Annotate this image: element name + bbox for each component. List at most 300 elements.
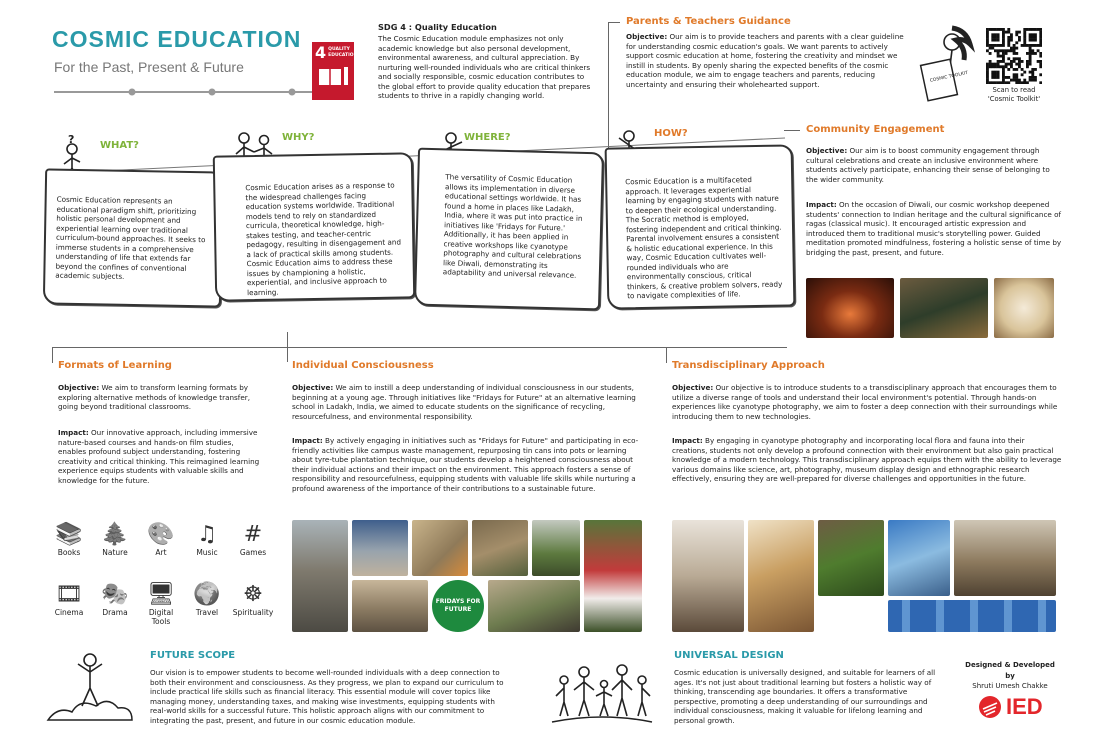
photo-students-garden: [472, 520, 528, 576]
qr-module: [986, 31, 989, 34]
people-group-illustration: [548, 650, 656, 730]
qr-module: [1031, 44, 1034, 47]
qr-module: [1013, 73, 1016, 76]
qr-module: [986, 68, 989, 71]
qr-module: [997, 52, 1000, 55]
formats-objective: [58, 383, 258, 412]
qr-module: [1018, 81, 1021, 84]
qr-module: [1018, 39, 1021, 42]
qr-module: [1034, 52, 1037, 55]
future-heading: FUTURE SCOPE: [150, 650, 236, 661]
qr-module: [1039, 41, 1042, 44]
qr-module: [997, 39, 1000, 42]
qr-module: [1007, 31, 1010, 34]
format-item-books: [48, 522, 90, 557]
qr-module: [1029, 76, 1032, 79]
qr-module: [1005, 76, 1008, 79]
qr-module: [1029, 55, 1032, 58]
future-body: Our vision is to empower students to become well-rounded individuals with a deep connection to both their environment and consciousness. As they progress, we plan to expand our curriculum to include practical life skills such as financial literacy. This essential module will cover topics like managing money, understanding taxes, and making wise investments, equipping students with real-world skills for a successful future. This holistic approach aligns with our commitment to integrating the past, present, and future in our cosmic education module.: [150, 668, 504, 725]
qr-module: [1031, 68, 1034, 71]
qr-module: [1039, 63, 1042, 66]
qr-module: [991, 81, 994, 84]
games-grid-icon: #: [243, 522, 263, 547]
qr-module: [1039, 44, 1042, 47]
qr-module: [1039, 39, 1042, 42]
qr-module: [1007, 63, 1010, 66]
qr-module: [1023, 31, 1026, 34]
format-item-label: Travel: [195, 608, 219, 617]
travel-globe-icon: 🌍: [193, 582, 221, 607]
qr-module: [994, 49, 997, 52]
qr-module: [1039, 31, 1042, 34]
qr-module: [986, 73, 989, 76]
qr-module: [1037, 28, 1040, 31]
drama-masks-icon: 🎭: [101, 582, 129, 607]
qr-module: [1010, 33, 1013, 36]
qr-module: [991, 36, 994, 39]
qr-module: [999, 28, 1002, 31]
qr-module: [1029, 33, 1032, 36]
qr-module: [989, 81, 992, 84]
qr-module: [1015, 81, 1018, 84]
qr-module: [1037, 44, 1040, 47]
qr-module: [1021, 68, 1024, 71]
qr-module: [1005, 81, 1008, 84]
where-heading: WHERE?: [464, 132, 511, 143]
individual-heading: Individual Consciousness: [292, 360, 434, 371]
credit-line1: Designed & Developed by: [965, 661, 1055, 680]
qr-module: [1002, 57, 1005, 60]
sdg-badge: [312, 42, 358, 100]
trans-objective-label: Objective:: [672, 383, 714, 392]
format-item-games: [232, 522, 274, 557]
qr-module: [1034, 36, 1037, 39]
qr-module: [986, 49, 989, 52]
qr-module: [1018, 60, 1021, 63]
why-heading: WHY?: [282, 132, 315, 143]
trans-heading: Transdisciplinary Approach: [672, 360, 825, 371]
qr-module: [1039, 73, 1042, 76]
qr-module: [1013, 79, 1016, 82]
qr-module: [1039, 81, 1042, 84]
qr-module: [1031, 71, 1034, 74]
ied-logo-mark-icon: [978, 695, 1002, 719]
qr-module: [991, 28, 994, 31]
universal-heading: UNIVERSAL DESIGN: [674, 650, 784, 661]
qr-module: [986, 41, 989, 44]
qr-module: [1002, 41, 1005, 44]
qr-module: [1013, 47, 1016, 50]
photo-students-floor: [900, 278, 988, 338]
qr-module: [1002, 76, 1005, 79]
qr-module: [991, 65, 994, 68]
qr-module: [1007, 68, 1010, 71]
qr-module: [1029, 47, 1032, 50]
individual-objective: [292, 383, 642, 421]
individual-objective-label: Objective:: [292, 383, 334, 392]
sdg-body: The Cosmic Education module emphasizes not only academic knowledge but also personal development, environmental awareness, and cultural appreciation. By nurturing well-rounded individuals who are critical thinkers and socially responsible, cosmic education contributes to the global effort to provide quality education that prepares students to thrive in a rapidly changing world.: [378, 34, 591, 100]
photo-cyanotype-prep: [748, 520, 814, 632]
community-objective-label: Objective:: [806, 146, 848, 155]
trans-impact-text: By engaging in cyanotype photography and incorporating local flora and fauna into their creations, students not only develop a profound connection with their environment but also gain practical knowledge of a modern technology. This transdisciplinary approach equips them with the ability to leverage various domains like science, art, photography, museum display design and ethnographic research effectively, ensuring they are well-prepared for diverse challenges and opportunities in the future.: [672, 436, 1062, 483]
qr-caption: [976, 86, 1052, 104]
section-divider: [52, 347, 787, 348]
qr-module: [1031, 79, 1034, 82]
qr-module: [986, 36, 989, 39]
qr-module: [997, 44, 1000, 47]
format-item-spirituality: [232, 582, 274, 617]
svg-text:?: ?: [68, 133, 75, 146]
how-body: Cosmic Education is a multifaceted approach. It leverages experiential learning by engaging students with nature to deepen their ecological understanding. The Socratic method is employed, fostering independent and critical thinking. Parental involvement ensures a consistent & holistic educational experience. In this way, Cosmic Education cultivates well-rounded individuals who are environmentally conscious, critical thinkers, & creative problem solvers, ready to navigate complexities of life.: [625, 175, 783, 301]
qr-module: [994, 81, 997, 84]
format-item-digital-tools: [140, 582, 182, 626]
qr-module: [1018, 65, 1021, 68]
qr-module: [994, 65, 997, 68]
qr-module: [1023, 36, 1026, 39]
qr-module: [989, 65, 992, 68]
qr-module: [986, 76, 989, 79]
qr-module: [986, 33, 989, 36]
qr-module: [1029, 60, 1032, 63]
qr-module: [1018, 57, 1021, 60]
formats-heading: Formats of Learning: [58, 360, 172, 371]
format-item-cinema: [48, 582, 90, 617]
qr-module: [997, 71, 1000, 74]
qr-module: [986, 28, 989, 31]
format-item-drama: [94, 582, 136, 617]
qr-module: [1010, 36, 1013, 39]
qr-module: [1013, 76, 1016, 79]
page-subtitle: For the Past, Present & Future: [54, 59, 244, 75]
qr-module: [991, 33, 994, 36]
qr-module: [989, 28, 992, 31]
connector-line: [52, 347, 53, 363]
qr-module: [1034, 44, 1037, 47]
qr-module: [1026, 63, 1029, 66]
qr-module: [1010, 47, 1013, 50]
qr-module: [986, 65, 989, 68]
format-item-label: Games: [239, 548, 267, 557]
qr-module: [999, 49, 1002, 52]
qr-module: [997, 65, 1000, 68]
fridays-logo-bottom: FUTURE: [444, 606, 472, 613]
qr-module: [999, 55, 1002, 58]
photo-cyanotype-trays: [888, 520, 950, 596]
qr-module: [986, 44, 989, 47]
qr-module: [1002, 73, 1005, 76]
qr-module: [1037, 49, 1040, 52]
qr-module: [1039, 65, 1042, 68]
where-note: [414, 148, 604, 311]
qr-module: [994, 63, 997, 66]
sdg-badge-line2: EDUCATION: [328, 52, 358, 58]
qr-module: [997, 36, 1000, 39]
qr-module: [1021, 60, 1024, 63]
qr-module: [986, 39, 989, 42]
format-item-label: Nature: [102, 548, 128, 557]
photo-cyanotype-prints: [888, 600, 1056, 632]
qr-module: [1018, 63, 1021, 66]
qr-module: [1021, 81, 1024, 84]
qr-module: [1010, 65, 1013, 68]
qr-module: [1013, 52, 1016, 55]
community-objective-text: Our aim is to boost community engagement through cultural celebrations and create an inclusive environment where students actively participate, enhancing their sense of belonging to the wider community.: [806, 146, 1050, 184]
qr-module: [989, 63, 992, 66]
qr-module: [1039, 33, 1042, 36]
qr-module: [994, 76, 997, 79]
qr-module: [994, 33, 997, 36]
qr-module: [1023, 33, 1026, 36]
qr-module: [1013, 49, 1016, 52]
qr-module: [999, 65, 1002, 68]
connector-line: [784, 130, 800, 131]
what-body: Cosmic Education represents an educational paradigm shift, prioritizing holistic personal development and experiential learning over traditional curriculum-bound approaches. It seeks to immerse students in a comprehensive understanding of life that extends far beyond the confines of conventional academic subjects.: [55, 194, 206, 281]
community-impact-label: Impact:: [806, 200, 837, 209]
qr-module: [997, 63, 1000, 66]
qr-module: [1015, 33, 1018, 36]
qr-module: [1029, 39, 1032, 42]
credit-line2: Shruti Umesh Chakke: [972, 682, 1048, 690]
figure-on-cloud-illustration: [44, 646, 136, 732]
qr-module: [1002, 44, 1005, 47]
qr-module: [991, 73, 994, 76]
qr-module: [1010, 60, 1013, 63]
photo-plant-pot: [532, 520, 580, 576]
qr-module: [1023, 71, 1026, 74]
music-icon: ♫: [197, 522, 217, 547]
reading-figure-illustration: [912, 22, 982, 106]
format-item-nature: [94, 522, 136, 557]
qr-module: [1002, 81, 1005, 84]
qr-module: [1002, 65, 1005, 68]
qr-module: [1007, 36, 1010, 39]
why-note: [213, 152, 416, 301]
ied-logo: [978, 694, 1043, 720]
format-item-label: Digital Tools: [148, 608, 174, 626]
qr-module: [1031, 39, 1034, 42]
qr-module: [997, 81, 1000, 84]
how-heading: HOW?: [654, 128, 688, 139]
format-item-label: Drama: [102, 608, 128, 617]
qr-module: [994, 44, 997, 47]
sdg-section: [378, 22, 593, 101]
photo-tyre-plant: [488, 580, 580, 632]
qr-module: [989, 52, 992, 55]
book-pencil-icon: [315, 65, 351, 89]
qr-module: [1026, 44, 1029, 47]
format-item-art: [140, 522, 182, 557]
books-icon: 📚: [55, 522, 83, 547]
photo-recycling-yard: [352, 580, 428, 632]
qr-module: [997, 76, 1000, 79]
qr-module: [1007, 39, 1010, 42]
qr-module: [1005, 49, 1008, 52]
qr-module: [997, 33, 1000, 36]
connector-line: [608, 22, 620, 23]
qr-module: [999, 44, 1002, 47]
format-item-label: Cinema: [54, 608, 84, 617]
qr-module: [1029, 52, 1032, 55]
photo-red-flowers: [584, 520, 642, 632]
qr-module: [1002, 28, 1005, 31]
qr-module: [1023, 81, 1026, 84]
sdg-badge-line1: QUALITY: [328, 47, 350, 52]
qr-module: [1023, 79, 1026, 82]
qr-module: [1039, 55, 1042, 58]
ied-logo-text: IED: [1006, 694, 1043, 719]
qr-module: [1026, 60, 1029, 63]
qr-module: [1031, 52, 1034, 55]
qr-module: [1039, 28, 1042, 31]
fridays-for-future-logo: [432, 580, 484, 632]
qr-module: [1026, 52, 1029, 55]
qr-module: [1005, 52, 1008, 55]
qr-module: [1015, 57, 1018, 60]
qr-module: [1021, 73, 1024, 76]
qr-module: [1031, 36, 1034, 39]
qr-module: [1026, 28, 1029, 31]
qr-module: [994, 28, 997, 31]
qr-module: [1002, 31, 1005, 34]
timeline-arrow: [52, 86, 352, 98]
qr-module: [997, 55, 1000, 58]
qr-module: [1031, 73, 1034, 76]
qr-module: [997, 49, 1000, 52]
parents-objective-text: Our aim is to provide teachers and parents with a clear guideline for understanding cosmic education's goals. We want parents to actively support cosmic education at home, fostering the creativity and mindset we instill in students. By openly sharing the expected benefits of the cosmic education module, we aim to engage teachers and parents, reducing uncertainty and ensuring their wholehearted support.: [626, 32, 904, 89]
qr-module: [999, 60, 1002, 63]
format-item-label: Art: [155, 548, 167, 557]
qr-module: [1029, 79, 1032, 82]
fridays-logo-top: FRIDAYS FOR: [435, 598, 481, 606]
qr-module: [989, 47, 992, 50]
qr-module: [1013, 44, 1016, 47]
qr-caption-line2: 'Cosmic Toolkit': [987, 95, 1041, 104]
trans-objective-text: Our objective is to introduce students to a transdisciplinary approach that encourages them to utilize a diverse range of tools and understand their local environment's potential. Through hands-on experiences like cyanotype photography, we aim to foster a deep connection with their surroundings while introducing them to new technologies.: [672, 383, 1058, 421]
universal-body: Cosmic education is universally designed, and suitable for learners of all ages. It's not just about traditional learning but fosters a holistic way of thinking, transcending age boundaries. It offers a transformative perspective, promoting a deep understanding of our surroundings and individual consciousness, making it valuable for lifelong learning and personal growth.: [674, 668, 936, 725]
qr-code[interactable]: [986, 28, 1042, 84]
photo-mountain-river: [292, 520, 348, 632]
qr-module: [991, 39, 994, 42]
qr-module: [1015, 79, 1018, 82]
individual-impact-label: Impact:: [292, 436, 323, 445]
community-impact: [806, 200, 1062, 257]
individual-impact-text: By actively engaging in initiatives such as "Fridays for Future" and participating in eco-friendly activities like campus waste management, repurposing tin cans into pots or learning about tyre-tube plantation technique, our students develop a heightened consciousness about their individual actions and their impact on the environment. This approach fosters a sense of responsibility and resourcefulness, equipping students with valuable life skills while nurturing a profound awareness of the importance of their contributions to a sustainable future.: [292, 436, 639, 493]
qr-module: [994, 36, 997, 39]
qr-module: [1023, 39, 1026, 42]
qr-module: [1031, 49, 1034, 52]
format-item-label: Spirituality: [232, 608, 274, 617]
qr-module: [989, 44, 992, 47]
qr-module: [994, 73, 997, 76]
qr-module: [1026, 81, 1029, 84]
qr-module: [1002, 60, 1005, 63]
individual-impact: [292, 436, 644, 493]
qr-module: [1029, 63, 1032, 66]
formats-objective-text: We aim to transform learning formats by exploring alternative methods of knowledge transfer, going beyond traditional classrooms.: [58, 383, 250, 411]
qr-module: [1007, 57, 1010, 60]
formats-impact: [58, 428, 263, 485]
trans-objective: [672, 383, 1062, 421]
qr-module: [1018, 79, 1021, 82]
formats-impact-text: Our innovative approach, including immersive nature-based courses and hands-on film studies, enables profound subject understanding, fostering creativity and critical thinking. This reimagined learning experience equips students with valuable skills and knowledge for the future.: [58, 428, 260, 485]
qr-module: [1007, 28, 1010, 31]
qr-module: [1015, 73, 1018, 76]
sdg-heading: SDG 4 : Quality Education: [378, 22, 497, 32]
formats-impact-label: Impact:: [58, 428, 89, 437]
qr-module: [1007, 76, 1010, 79]
qr-module: [1029, 44, 1032, 47]
individual-objective-text: We aim to instill a deep understanding of individual consciousness in our students, beginning at a young age. Through initiatives like "Fridays for Future" at an alternative learning school in Ladakh, India, we aimed to educate students on the significance of recycling, resourcefulness, and environmental responsibility.: [292, 383, 636, 421]
qr-module: [997, 28, 1000, 31]
what-heading: WHAT?: [100, 140, 139, 151]
qr-module: [1007, 44, 1010, 47]
qr-module: [994, 39, 997, 42]
qr-module: [1002, 68, 1005, 71]
qr-module: [1015, 76, 1018, 79]
qr-module: [1002, 71, 1005, 74]
qr-module: [1029, 57, 1032, 60]
qr-module: [1029, 28, 1032, 31]
qr-module: [1002, 36, 1005, 39]
qr-module: [991, 47, 994, 50]
qr-module: [1007, 49, 1010, 52]
qr-module: [1034, 68, 1037, 71]
formats-objective-label: Objective:: [58, 383, 100, 392]
qr-module: [1015, 31, 1018, 34]
qr-module: [1029, 71, 1032, 74]
parents-objective-label: Objective:: [626, 32, 668, 41]
photo-mandala-art: [994, 278, 1054, 338]
community-heading: Community Engagement: [806, 124, 945, 135]
art-palette-icon: 🎨: [147, 522, 175, 547]
photo-students-circle: [954, 520, 1056, 596]
how-note: [605, 144, 796, 309]
qr-module: [1010, 63, 1013, 66]
qr-module: [991, 63, 994, 66]
community-impact-text: On the occasion of Diwali, our cosmic workshop deepened students' connection to Indian heritage and the cultural significance of ragas (classical music). It encouraged artistic expression and introduced them to traditional music's storytelling power. Guided meditation promoted mindfulness, fostering a holistic sense of time by bridging the past, present, and future.: [806, 200, 1062, 257]
qr-module: [1013, 57, 1016, 60]
qr-module: [1015, 52, 1018, 55]
photo-mountains: [352, 520, 408, 576]
photo-plant-specimen: [818, 520, 884, 596]
qr-module: [1002, 55, 1005, 58]
qr-module: [997, 60, 1000, 63]
format-item-travel: [186, 582, 228, 617]
page-title: COSMIC EDUCATION: [52, 26, 302, 52]
qr-module: [1013, 68, 1016, 71]
connector-line: [287, 332, 288, 362]
qr-module: [1023, 28, 1026, 31]
nature-icon: 🌲: [101, 522, 129, 547]
qr-module: [1034, 39, 1037, 42]
qr-module: [986, 71, 989, 74]
qr-module: [1039, 36, 1042, 39]
book-label: COSMIC TOOLKIT: [929, 70, 969, 84]
qr-module: [1029, 49, 1032, 52]
digital-tools-icon: 🖥: [147, 582, 175, 607]
format-item-label: Music: [196, 548, 218, 557]
qr-module: [986, 63, 989, 66]
photo-diwali-candles: [806, 278, 894, 338]
qr-module: [1037, 60, 1040, 63]
qr-module: [1015, 63, 1018, 66]
qr-module: [986, 81, 989, 84]
photo-cans-pots: [412, 520, 468, 576]
qr-module: [999, 81, 1002, 84]
qr-module: [1002, 49, 1005, 52]
trans-impact: [672, 436, 1062, 484]
parents-body: [626, 32, 911, 89]
